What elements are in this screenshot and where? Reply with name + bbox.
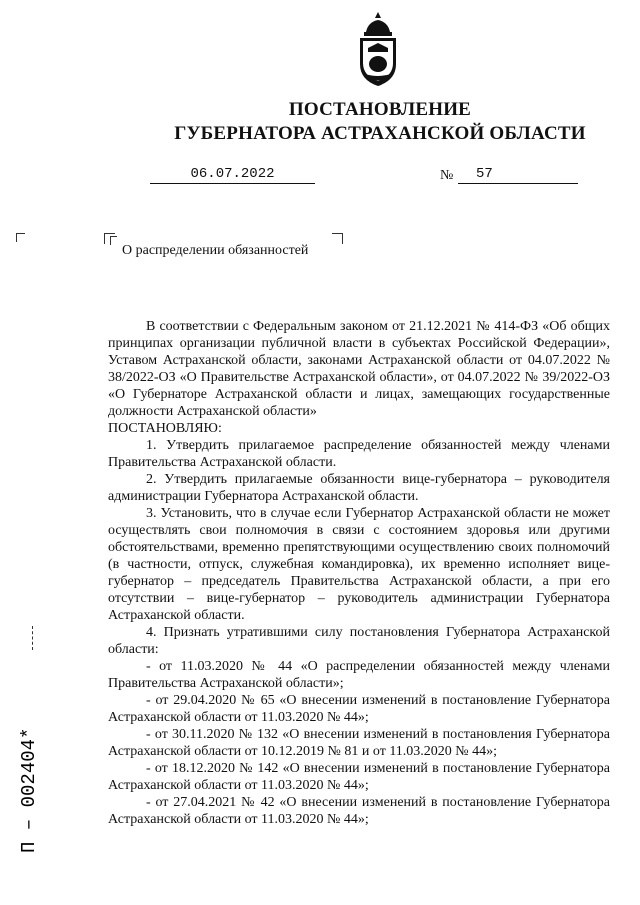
document-body <box>108 318 610 828</box>
clause-4: 4. Признать утратившими силу постановления Губернатора Астраханской области: <box>108 625 610 657</box>
title-line-1: ПОСТАНОВЛЕНИЕ <box>288 99 472 120</box>
document-subject: О распределении обязанностей <box>122 243 309 258</box>
repealed-item-1: - от 11.03.2020 № 44 «О распределении обязанностей между членами Правительства Астраханской области»; <box>108 659 610 691</box>
repealed-item-3: - от 30.11.2020 № 132 «О внесении изменений в постановления Губернатора Астраханской области от 10.12.2019 № 81 и от 11.03.2020 № 44»; <box>108 727 610 759</box>
repealed-item-5: - от 27.04.2021 № 42 «О внесении изменений в постановление Губернатора Астраханской области от 11.03.2020 № 44»; <box>108 795 610 827</box>
document-number: 57 <box>458 166 578 184</box>
preamble-paragraph: В соответствии с Федеральным законом от 21.12.2021 № 414-ФЗ «Об общих принципах организации публичной власти в субъектах Российской Федерации», Уставом Астраханской области, законами Астраханской области от 04.07.2022 № 38/2022-ОЗ «О Правительстве Астраханской области», от 04.07.2022 № 39/2022-ОЗ «О Губернаторе Астраханской области и лицах, замещающих государственные должности Астраханской области» <box>108 319 610 419</box>
corner-mark-left <box>16 233 25 242</box>
clause-3: 3. Установить, что в случае если Губернатор Астраханской области не может осуществлять свои полномочия в связи с состоянием здоровья или другими обстоятельствами, временно препятствующими осуществлению своих полномочий (в частности, отпуск, служебная командировка), их временно исполняет вице-губернатор – председатель Правительства Астраханской области, а при его отсутствии – вице-губернатор – руководитель администрации Губернатора Астраханской области. <box>108 506 610 623</box>
subject-bracket-left-inner <box>110 236 117 245</box>
side-registration-stamp <box>6 688 46 858</box>
repealed-item-2: - от 29.04.2020 № 65 «О внесении изменений в постановление Губернатора Астраханской области от 11.03.2020 № 44»; <box>108 693 610 725</box>
clause-2: 2. Утвердить прилагаемые обязанности вице-губернатора – руководителя администрации Губернатора Астраханской области. <box>108 472 610 504</box>
repealed-item-4: - от 18.12.2020 № 142 «О внесении изменений в постановление Губернатора Астраханской области от 11.03.2020 № 44»; <box>108 761 610 793</box>
coat-of-arms-emblem <box>350 10 406 90</box>
document-title <box>0 98 640 146</box>
title-line-2: ГУБЕРНАТОРА АСТРАХАНСКОЙ ОБЛАСТИ <box>174 123 586 144</box>
number-label: № <box>440 168 454 183</box>
resolution-heading: ПОСТАНОВЛЯЮ: <box>108 421 222 436</box>
document-date: 06.07.2022 <box>150 166 315 184</box>
margin-dash-mark <box>32 626 34 650</box>
clause-1: 1. Утвердить прилагаемое распределение обязанностей между членами Правительства Астраханской области. <box>108 438 610 470</box>
subject-bracket-right <box>332 233 343 244</box>
side-stamp-text: П – 002404* <box>18 727 40 853</box>
